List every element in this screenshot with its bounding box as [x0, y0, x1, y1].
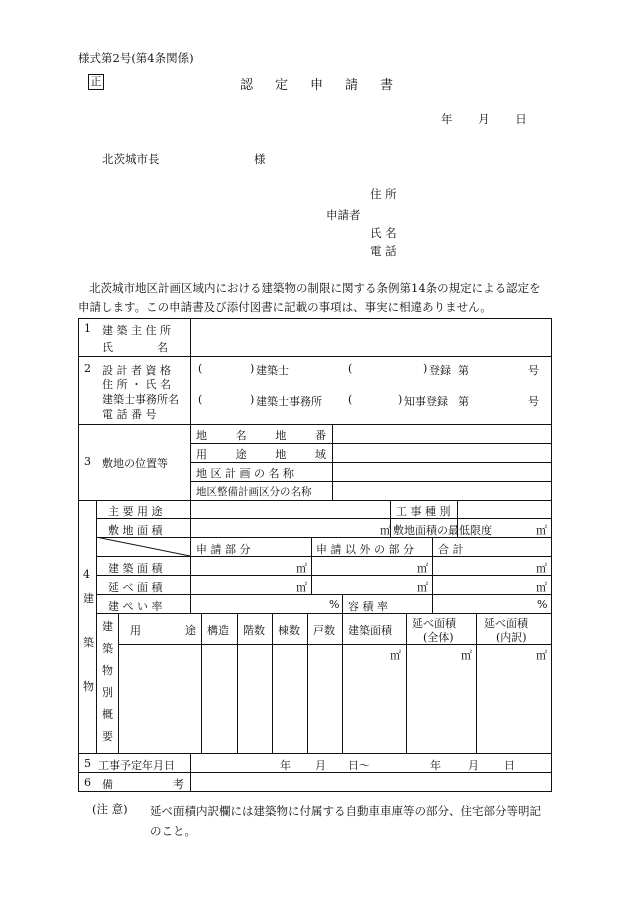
floor-area-label: 延 べ 面 積 — [108, 581, 163, 594]
applicant-label: 申請者 — [326, 208, 361, 222]
unit-m2: ㎡ — [536, 649, 547, 662]
architect-label: 建築士 — [256, 364, 289, 377]
architect-office-label: 建築士事務所 — [256, 395, 322, 408]
declaration-text: 北茨城市地区計画区域内における建築物の制限に関する条例第14条の規定による認定を申請します。この申請書及び添付図書に記載の事項は、事実に相違ありません。 — [78, 281, 541, 314]
office-name-label: 建築士事務所名 — [102, 393, 179, 406]
col-floor-area-total-sub: (全体) — [423, 631, 454, 644]
col-structure-header: 構造 — [207, 624, 229, 637]
applicant-phone-label: 電 話 — [370, 244, 397, 258]
registration-label: 登録 — [429, 364, 451, 377]
site-area-label: 敷 地 面 積 — [108, 524, 163, 537]
owner-address-name-field[interactable] — [191, 319, 551, 356]
designer-address-name-label: 住 所 ・ 氏 名 — [102, 378, 171, 391]
overview-v-2: 築 — [102, 642, 113, 655]
paren-close: ) — [250, 362, 255, 375]
gou-label: 号 — [528, 395, 539, 408]
district-division-name-field[interactable] — [333, 482, 551, 500]
unit-percent: % — [537, 598, 548, 611]
unit-m2: ㎡ — [390, 649, 401, 662]
addressee-name: 北茨城市長 — [102, 152, 160, 166]
district-plan-name-label: 地 区 計 画 の 名 称 — [196, 467, 294, 480]
owner-name-label: 氏 名 — [102, 341, 168, 354]
building-label-1: 建 — [83, 592, 94, 605]
date-line: 年 月 日 — [441, 112, 527, 126]
month-label: 月 — [315, 759, 326, 772]
paren-open: ( — [348, 362, 353, 375]
note-label: (注 意) — [92, 802, 128, 816]
building-label-2: 築 — [83, 636, 94, 649]
overview-v-3: 物 — [102, 664, 113, 677]
overview-v-1: 建 — [102, 620, 113, 633]
col-building-area-header: 建築面積 — [348, 624, 392, 637]
application-form-table — [78, 318, 552, 792]
unit-m2: ㎡ — [296, 562, 307, 575]
applied-part-header: 申 請 部 分 — [196, 543, 251, 556]
addressee-honorific: 様 — [254, 152, 266, 166]
paren-close: ) — [250, 393, 255, 406]
unit-m2: ㎡ — [380, 524, 391, 537]
day-from-label: 日〜 — [348, 759, 370, 772]
year-label: 年 — [280, 759, 291, 772]
unit-m2: ㎡ — [536, 524, 547, 537]
lot-number-label: 地 名 地 番 — [196, 429, 326, 442]
construction-schedule-label: 工事予定年月日 — [98, 759, 175, 772]
lot-number-field[interactable] — [333, 425, 551, 443]
unit-percent: % — [329, 598, 340, 611]
paren-close: ) — [423, 362, 428, 375]
section-3-number: 3 — [84, 455, 91, 468]
district-plan-name-field[interactable] — [333, 463, 551, 481]
sei-mark: 正 — [88, 74, 104, 90]
year-label: 年 — [430, 759, 441, 772]
other-part-header: 申 請 以 外 の 部 分 — [316, 543, 414, 556]
unit-m2: ㎡ — [536, 562, 547, 575]
month-label: 月 — [468, 759, 479, 772]
col-buildings-header: 棟数 — [278, 624, 300, 637]
remarks-label: 備 考 — [102, 778, 184, 791]
unit-m2: ㎡ — [296, 581, 307, 594]
col-use-header: 用 途 — [130, 624, 196, 637]
building-label-3: 物 — [83, 680, 94, 693]
unit-m2: ㎡ — [461, 649, 472, 662]
owner-address-label: 建 築 主 住 所 — [102, 324, 171, 337]
zoning-label: 用 途 地 域 — [196, 448, 326, 461]
building-area-label: 建 築 面 積 — [108, 562, 163, 575]
zoning-field[interactable] — [333, 444, 551, 462]
designer-phone-label: 電 話 番 号 — [102, 408, 157, 421]
section-6-number: 6 — [84, 776, 91, 789]
document-title: 認定申請書 — [240, 78, 416, 93]
paren-open: ( — [348, 393, 353, 406]
diagonal-line — [96, 537, 190, 556]
day-label: 日 — [504, 759, 515, 772]
site-location-label: 敷地の位置等 — [102, 457, 168, 470]
paren-close: ) — [398, 393, 403, 406]
unit-m2: ㎡ — [417, 562, 428, 575]
district-division-name-label: 地区整備計画区分の名称 — [196, 486, 312, 498]
gou-label: 号 — [528, 364, 539, 377]
applicant-address-label: 住 所 — [370, 187, 397, 201]
overview-v-4: 別 — [102, 686, 113, 699]
section-4-number: 4 — [83, 568, 90, 581]
unit-m2: ㎡ — [417, 581, 428, 594]
total-header: 合 計 — [438, 543, 464, 556]
min-site-area-label: 敷地面積の最低限度 — [393, 524, 492, 537]
unit-m2: ㎡ — [536, 581, 547, 594]
overview-v-6: 要 — [102, 730, 113, 743]
col-floors-header: 階数 — [243, 624, 265, 637]
construction-type-label: 工 事 種 別 — [396, 505, 451, 518]
section-5-number: 5 — [84, 757, 91, 770]
main-use-label: 主 要 用 途 — [108, 505, 163, 518]
col-floor-area-breakdown-header: 延べ面積 — [484, 617, 528, 630]
paren-open: ( — [198, 393, 203, 406]
designer-qualification-label: 設 計 者 資 格 — [102, 364, 171, 377]
remarks-field-row5 — [191, 754, 551, 772]
dai-label: 第 — [458, 395, 469, 408]
form-number: 様式第2号(第4条関係) — [78, 51, 194, 65]
paren-open: ( — [198, 362, 203, 375]
dai-label: 第 — [458, 364, 469, 377]
overview-v-5: 概 — [102, 708, 113, 721]
remarks-field[interactable] — [191, 773, 551, 791]
note-text: 延べ面積内訳欄には建築物に付属する自動車車庫等の部分、住宅部分等明記のこと。 — [150, 804, 541, 838]
section-1-number: 1 — [84, 322, 91, 335]
section-2-number: 2 — [84, 362, 91, 375]
col-units-header: 戸数 — [313, 624, 335, 637]
applicant-name-label: 氏 名 — [370, 226, 397, 240]
floor-area-ratio-label: 容 積 率 — [348, 600, 388, 613]
coverage-ratio-label: 建 ぺ い 率 — [108, 600, 163, 613]
col-floor-area-total-header: 延べ面積 — [412, 617, 456, 630]
governor-registration-label: 知事登録 — [404, 395, 448, 408]
col-floor-area-breakdown-sub: (内訳) — [496, 631, 527, 644]
